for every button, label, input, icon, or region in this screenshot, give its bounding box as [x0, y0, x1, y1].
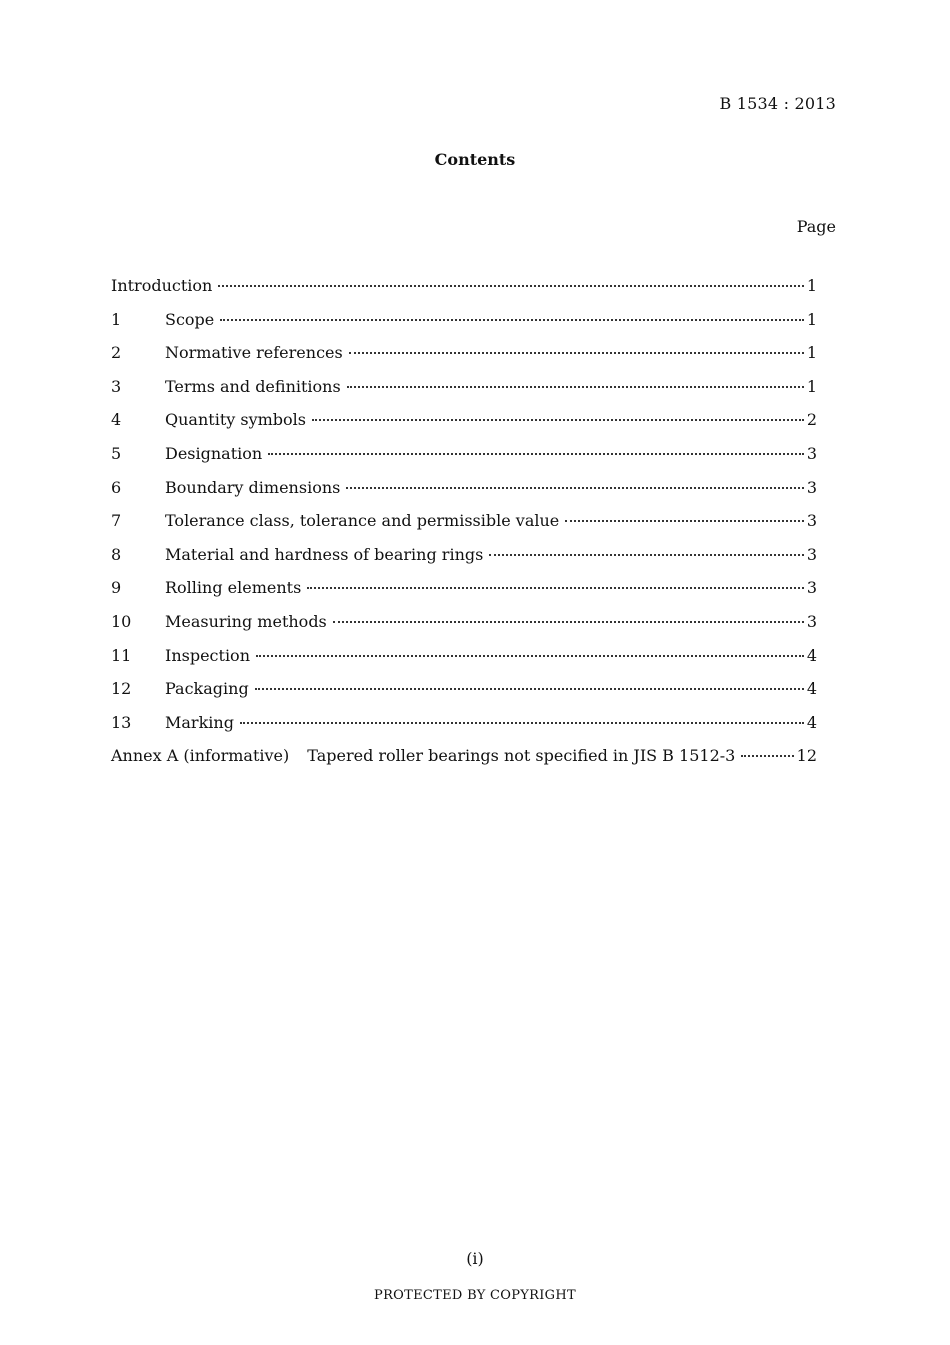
- toc-entry-page: 3: [806, 578, 817, 598]
- dot-leader: [347, 386, 804, 388]
- toc-entry-page: 4: [806, 645, 817, 665]
- toc-entry-number: 4: [111, 410, 122, 430]
- toc-entry-title: Tapered roller bearings not specified in JIS B 1512-3: [307, 746, 736, 766]
- dot-leader: [349, 352, 804, 354]
- toc-entry-number: 8: [111, 544, 122, 564]
- toc-entry[interactable]: [111, 377, 817, 411]
- toc-entry-page: 4: [806, 712, 817, 732]
- dot-leader: [240, 722, 804, 724]
- toc-entry-number: 10: [111, 611, 132, 631]
- dot-leader: [333, 621, 804, 623]
- toc-entry[interactable]: [111, 410, 817, 444]
- dot-leader: [220, 319, 804, 321]
- toc-entry-title: Marking: [165, 712, 234, 732]
- toc-entry-title: Packaging: [165, 679, 249, 699]
- dot-leader: [307, 587, 804, 589]
- toc-entry-page: 3: [806, 544, 817, 564]
- page-number: (i): [466, 1249, 484, 1268]
- table-of-contents: [111, 276, 817, 780]
- dot-leader: [255, 688, 804, 690]
- toc-entry-number: 11: [111, 645, 132, 665]
- toc-entry-page: 2: [806, 410, 817, 430]
- toc-entry-page: 3: [806, 443, 817, 463]
- dot-leader: [256, 655, 804, 657]
- toc-entry-number: 6: [111, 477, 122, 497]
- toc-entry-title: Tolerance class, tolerance and permissible value: [165, 511, 560, 531]
- toc-entry-title: Scope: [165, 309, 215, 329]
- toc-entry-page: 4: [806, 679, 817, 699]
- dot-leader: [489, 554, 803, 556]
- dot-leader: [346, 487, 803, 489]
- toc-entry-title: Terms and definitions: [165, 376, 341, 396]
- page-column-heading: Page: [796, 217, 836, 236]
- toc-entry-title: Designation: [165, 443, 263, 463]
- copyright-notice: PROTECTED BY COPYRIGHT: [374, 1288, 576, 1303]
- toc-entry-number: 3: [111, 376, 122, 396]
- toc-entry-page: 1: [806, 376, 817, 396]
- toc-entry-title: Normative references: [165, 343, 343, 363]
- toc-entry[interactable]: [111, 545, 817, 579]
- toc-entry-title: Measuring methods: [165, 611, 327, 631]
- toc-entry-page: 3: [806, 511, 817, 531]
- toc-entry-page: 12: [796, 746, 817, 766]
- toc-entry[interactable]: [111, 679, 817, 713]
- toc-entry-title: Quantity symbols: [165, 410, 306, 430]
- toc-entry[interactable]: [111, 612, 817, 646]
- toc-entry[interactable]: [111, 478, 817, 512]
- toc-entry-number: 7: [111, 511, 122, 531]
- toc-entry[interactable]: [111, 646, 817, 680]
- toc-entry[interactable]: [111, 310, 817, 344]
- dot-leader: [312, 419, 804, 421]
- toc-entry-number: 1: [111, 309, 122, 329]
- toc-entry-page: 1: [806, 309, 817, 329]
- page-title: Contents: [434, 150, 516, 169]
- dot-leader: [268, 453, 804, 455]
- toc-entry-page: 1: [806, 343, 817, 363]
- annex-label: Annex A (informative): [111, 746, 290, 766]
- toc-entry-number: 13: [111, 712, 132, 732]
- dot-leader: [741, 755, 793, 757]
- toc-entry-annex-a[interactable]: [111, 746, 817, 780]
- toc-entry-title: Material and hardness of bearing rings: [165, 544, 484, 564]
- toc-entry-number: 12: [111, 679, 132, 699]
- toc-entry-title: Introduction: [111, 276, 213, 295]
- toc-entry-introduction[interactable]: [111, 276, 817, 310]
- toc-entry[interactable]: [111, 511, 817, 545]
- toc-entry-page: 3: [806, 611, 817, 631]
- toc-entry-number: 5: [111, 443, 122, 463]
- toc-entry-number: 9: [111, 578, 122, 598]
- toc-entry-title: Rolling elements: [165, 578, 302, 598]
- toc-entry-page: 1: [806, 276, 817, 295]
- toc-entry[interactable]: [111, 444, 817, 478]
- toc-entry[interactable]: [111, 578, 817, 612]
- dot-leader: [565, 520, 804, 522]
- toc-entry-page: 3: [806, 477, 817, 497]
- toc-entry-title: Inspection: [165, 645, 250, 665]
- dot-leader: [218, 285, 803, 287]
- toc-entry[interactable]: [111, 343, 817, 377]
- toc-entry-title: Boundary dimensions: [165, 477, 341, 497]
- toc-entry-number: 2: [111, 343, 122, 363]
- toc-entry[interactable]: [111, 713, 817, 747]
- document-number: B 1534 : 2013: [719, 94, 836, 113]
